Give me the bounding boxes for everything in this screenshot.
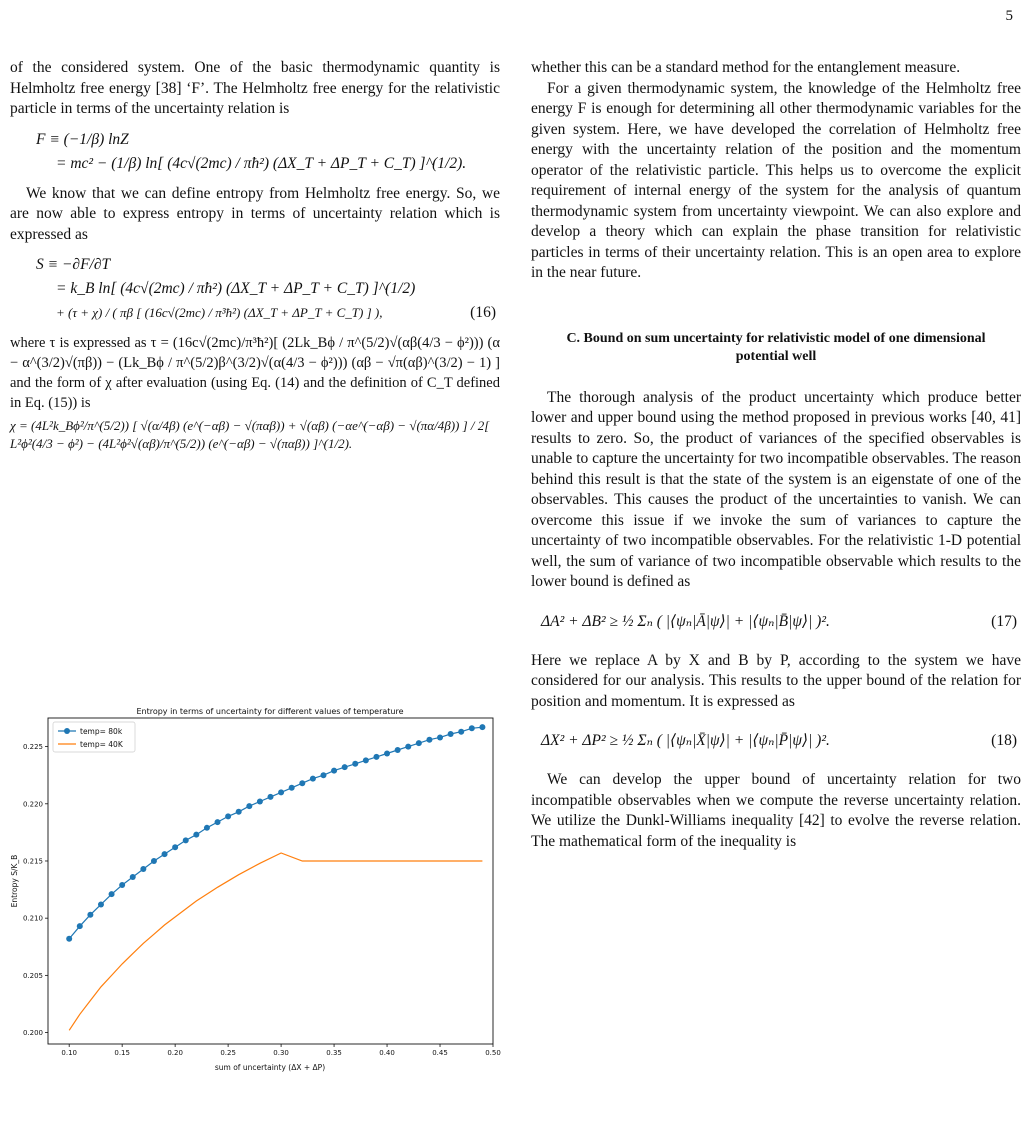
data-point: [183, 837, 189, 843]
equation-number: (17): [991, 612, 1017, 630]
x-axis-label: sum of uncertainty (ΔX + ΔP): [214, 1063, 326, 1072]
equation-line: F ≡ (−1/β) lnZ: [36, 130, 129, 148]
equation-line: = mc² − (1/β) ln[ (4c√(2mc) / πħ²) (ΔX_T + ΔP_T + C_T) ]^(1/2).: [56, 154, 467, 172]
data-point: [109, 891, 115, 897]
data-point: [384, 750, 390, 756]
equation-line: = k_B ln[ (4c√(2mc) / πħ²) (ΔX_T + ΔP_T + C_T) ]^(1/2): [56, 280, 416, 297]
y-axis-ticks: [23, 743, 48, 1037]
paragraph: where τ is expressed as τ = (16c√(2mc)/π³ħ²)[ (2Lk_Bϕ / π^(5/2)√(αβ(4/3 − ϕ²))) (α − α^(3/2)√(πβ)) − (Lk_Bϕ / π^(5/2)β^(3/2)√(α(4/3 − ϕ²))) (αβ − √π(αβ)^(3/2) − 1) ] and the form of χ after evaluation (using Eq. (14) and the definition of C_T defined in Eq. (15)) is: [10, 335, 500, 411]
chi-equation: χ = (4L²k_Bϕ²/π^(5/2)) [ √(α/4β) (e^(−αβ) − √(παβ)) + √(αβ) (−αe^(−αβ) − √(πα/4β)) ] / 2[ L²ϕ²(4/3 − ϕ²) − (4L²ϕ²√(αβ)/π^(5/2)) (e^(−αβ) − √(παβ)) ]^(1/2).: [10, 418, 490, 451]
data-point: [405, 744, 411, 750]
data-point: [310, 776, 316, 782]
x-axis-ticks: [61, 1044, 500, 1057]
data-point: [458, 729, 464, 735]
legend: [53, 722, 135, 752]
equation-body: ΔX² + ΔP² ≥ ½ Σₙ ( |⟨ψₙ|X̄|ψ⟩| + |⟨ψₙ|P̄|ψ⟩| )².: [541, 732, 830, 749]
data-point: [130, 874, 136, 880]
data-point: [119, 882, 125, 888]
data-point: [225, 813, 231, 819]
data-point: [98, 901, 104, 907]
left-column: [10, 58, 500, 453]
data-point: [363, 757, 369, 763]
data-point: [257, 799, 263, 805]
data-point: [193, 832, 199, 838]
page-number: 5: [1005, 8, 1013, 24]
data-point: [289, 785, 295, 791]
equation-18: [531, 724, 1021, 758]
data-point: [162, 851, 168, 857]
equation-line: + (τ + χ) / ( πβ [ (16c√(2mc) / π³ħ²) (ΔX_T + ΔP_T + C_T) ] ),: [56, 305, 383, 320]
paragraph: For a given thermodynamic system, the knowledge of the Helmholtz free energy F is enough for determining all other thermodynamic variables for the given system. Here, we have developed the correlation of Helmholtz free energy with the uncertainty relation of the position and the momentum operator of the relativistic particle. This helps us to overcome the explicit requirement of internal energy of the system for the analysis of quantum thermodynamic system from uncertainty viewpoint. We can also explore and develop a theory which can explain the phase transition for relativistic particles in terms of their uncertainty relation. This is an open area to explore in the near future.: [531, 79, 1021, 281]
paragraph: The thorough analysis of the product uncertainty which produce better lower and upper bound using the method proposed in previous works [40, 41] results to zero. So, the product of variances of the specified observables is unable to capture the uncertainty for two incompatible observables. The reason behind this result is that the state of the system is an eigenstate of one of the observables. This causes the product of the uncertainties to vanish. We can overcome this issue if we invoke the sum of variances to capture the uncertainty of two incompatible observables. For the relativistic 1-D potential well, the sum of variance of two incompatible observable which results to the lower bound is defined as: [531, 388, 1021, 590]
chart-title: Entropy in terms of uncertainty for different values of temperature: [136, 707, 404, 716]
right-column: [531, 58, 1021, 852]
data-point: [236, 809, 242, 815]
section-heading: C. Bound on sum uncertainty for relativistic model of one dimensional potential well: [566, 330, 986, 364]
legend-marker-80k: [64, 728, 70, 734]
data-point: [77, 923, 83, 929]
y-tick-label: 0.225: [22, 743, 43, 752]
x-tick-label: 0.25: [220, 1049, 236, 1057]
data-point: [66, 936, 72, 942]
x-tick-label: 0.30: [273, 1049, 289, 1057]
data-point: [331, 768, 337, 774]
equation-number: (16): [470, 304, 496, 321]
data-point: [448, 731, 454, 737]
y-tick-label: 0.205: [22, 971, 43, 980]
x-tick-label: 0.45: [432, 1049, 448, 1057]
y-axis-label: Entropy S/K_B: [10, 854, 19, 908]
y-tick-label: 0.220: [22, 800, 43, 809]
entropy-chart: [8, 702, 501, 1074]
paragraph: We can develop the upper bound of uncertainty relation for two incompatible observables when we compute the reverse uncertainty relation. We utilize the Dunkl-Williams inequality [42] to evolve the reverse relation. The mathematical form of the inequality is: [531, 771, 1021, 850]
data-point: [437, 734, 443, 740]
data-point: [204, 825, 210, 831]
x-tick-label: 0.40: [379, 1049, 395, 1057]
equation-body: ΔA² + ΔB² ≥ ½ Σₙ ( |⟨ψₙ|Ā|ψ⟩| + |⟨ψₙ|B̄|ψ⟩| )².: [541, 612, 830, 630]
data-point: [299, 780, 305, 786]
data-point: [426, 737, 432, 743]
paragraph: Here we replace A by X and B by P, according to the system we have considered for our analysis. This results to the upper bound of the relation for position and momentum. It is expressed as: [531, 651, 1021, 710]
data-point: [479, 724, 485, 730]
paragraph: of the considered system. One of the basic thermodynamic quantity is Helmholtz free energy [38] ‘F’. The Helmholtz free energy for the relativistic particle in terms of the uncertainty relation is: [10, 59, 500, 117]
data-point: [140, 866, 146, 872]
data-point: [172, 844, 178, 850]
x-tick-label: 0.15: [114, 1049, 130, 1057]
x-tick-label: 0.50: [485, 1049, 501, 1057]
data-point: [342, 764, 348, 770]
data-point: [215, 819, 221, 825]
x-tick-label: 0.10: [61, 1049, 77, 1057]
paragraph: whether this can be a standard method for the entanglement measure.: [531, 59, 961, 76]
x-tick-label: 0.20: [167, 1049, 183, 1057]
entropy-equation: [36, 253, 500, 325]
equation-17: [531, 605, 1021, 639]
y-tick-label: 0.210: [22, 914, 43, 923]
data-point: [352, 761, 358, 767]
data-point: [320, 772, 326, 778]
data-point: [469, 725, 475, 731]
y-tick-label: 0.200: [22, 1029, 43, 1038]
data-point: [268, 794, 274, 800]
equation-number: (18): [991, 732, 1017, 749]
data-point: [373, 754, 379, 760]
plot-area: [48, 718, 493, 1044]
data-point: [87, 912, 93, 918]
data-point: [416, 740, 422, 746]
legend-label-80k: temp= 80k: [80, 727, 123, 736]
y-tick-label: 0.215: [22, 857, 43, 866]
data-point: [395, 747, 401, 753]
data-point: [278, 789, 284, 795]
paragraph: We know that we can define entropy from Helmholtz free energy. So, we are now able to express entropy in terms of uncertainty relation which is expressed as: [10, 184, 500, 243]
helmholtz-equation: [36, 128, 500, 176]
equation-line: S ≡ −∂F/∂T: [36, 256, 111, 273]
legend-label-40k: temp= 40K: [80, 740, 123, 749]
x-tick-label: 0.35: [326, 1049, 342, 1057]
data-point: [246, 803, 252, 809]
data-point: [151, 858, 157, 864]
